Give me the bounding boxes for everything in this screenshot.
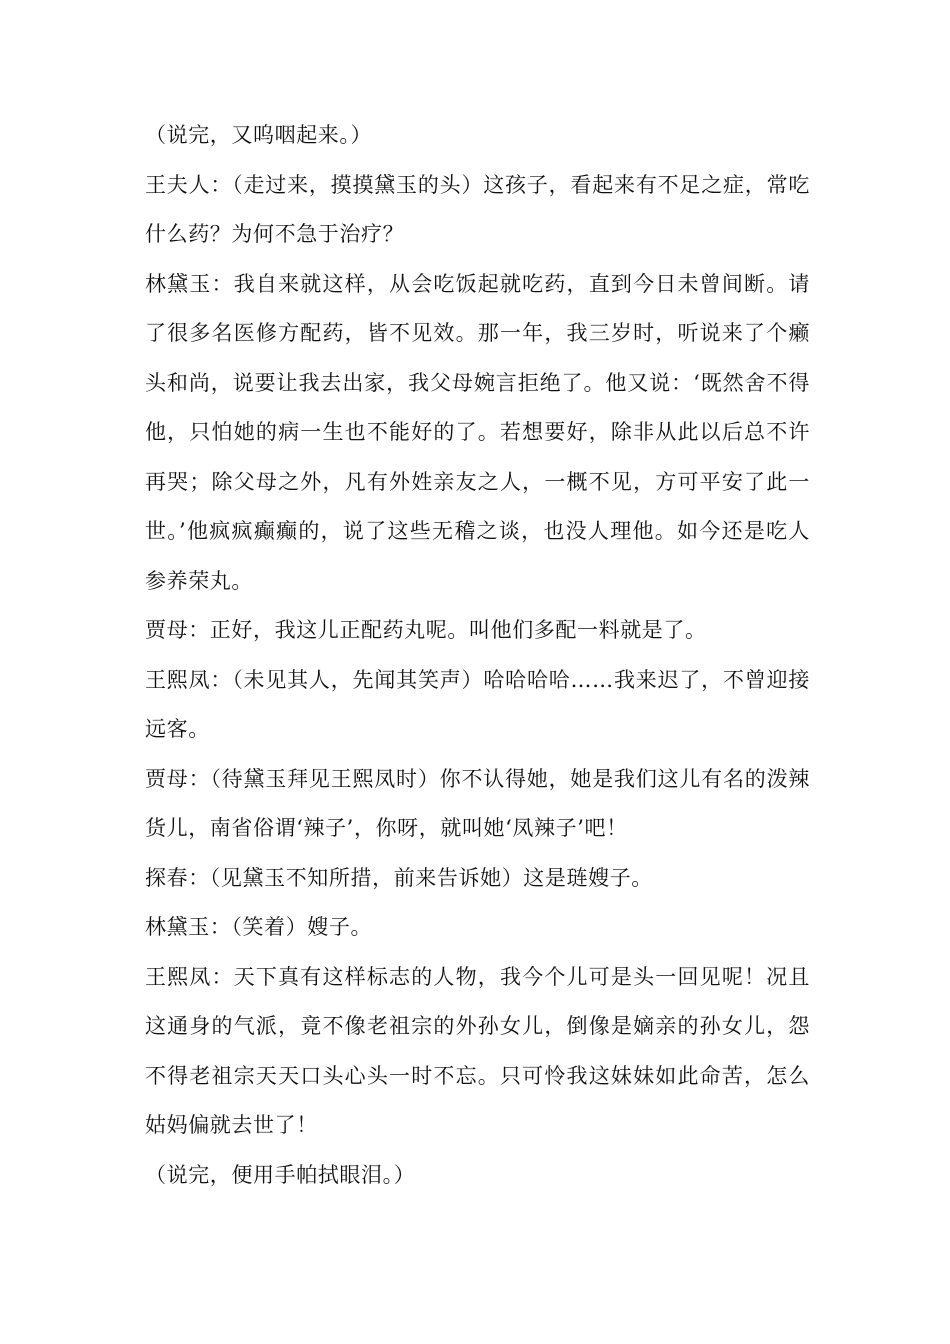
dialogue-jia-mu: 贾母：正好，我这儿正配药丸呢。叫他们多配一料就是了。 xyxy=(145,618,707,642)
dialogue-tan-chun: 探春：（见黛玉不知所措，前来告诉她）这是琏嫂子。 xyxy=(145,865,653,890)
dialogue-wang-furen: 王夫人：（走过来，摸摸黛玉的头）这孩子，看起来有不足之症，常吃什么药？为何不急于治疗？ xyxy=(145,172,810,246)
dialogue-lin-daiyu: 林黛玉：（笑着）嫂子。 xyxy=(145,915,373,939)
dialogue-jia-mu: 贾母：（待黛玉拜见王熙凤时）你不认得她，她是我们这儿有名的泼辣货儿，南省俗谓‘辣子’，你呀，就叫她‘凤辣子’吧！ xyxy=(145,766,810,840)
stage-direction: （说完，便用手帕拭眼泪。） xyxy=(145,1162,416,1187)
dialogue-wang-xifeng: 王熙凤：天下真有这样标志的人物，我今个儿可是头一回见呢！况且这通身的气派，竟不像老祖宗的外孙女儿，倒像是嫡亲的孙女儿，怨不得老祖宗天天口头心头一时不忘。只可怜我这妹妹如此命苦，怎么姑妈偏就去世了！ xyxy=(145,964,810,1137)
dialogue-wang-xifeng: 王熙凤：（未见其人，先闻其笑声）哈哈哈哈……我来迟了，不曾迎接远客。 xyxy=(145,667,810,741)
script-text xyxy=(145,111,810,1200)
stage-direction: （说完，又呜咽起来。） xyxy=(145,123,373,147)
dialogue-lin-daiyu: 林黛玉：我自来就这样，从会吃饭起就吃药，直到今日未曾间断。请了很多名医修方配药，皆不见效。那一年，我三岁时，听说来了个癞头和尚，说要让我去出家，我父母婉言拒绝了。他又说：‘既然舍不得他，只怕她的病一生也不能好的了。若想要好，除非从此以后总不许再哭；除父母之外，凡有外姓亲友之人，一概不见，方可平安了此一世。’他疯疯癫癫的，说了这些无稽之谈，也没人理他。如今还是吃人参养荣丸。 xyxy=(145,271,810,593)
